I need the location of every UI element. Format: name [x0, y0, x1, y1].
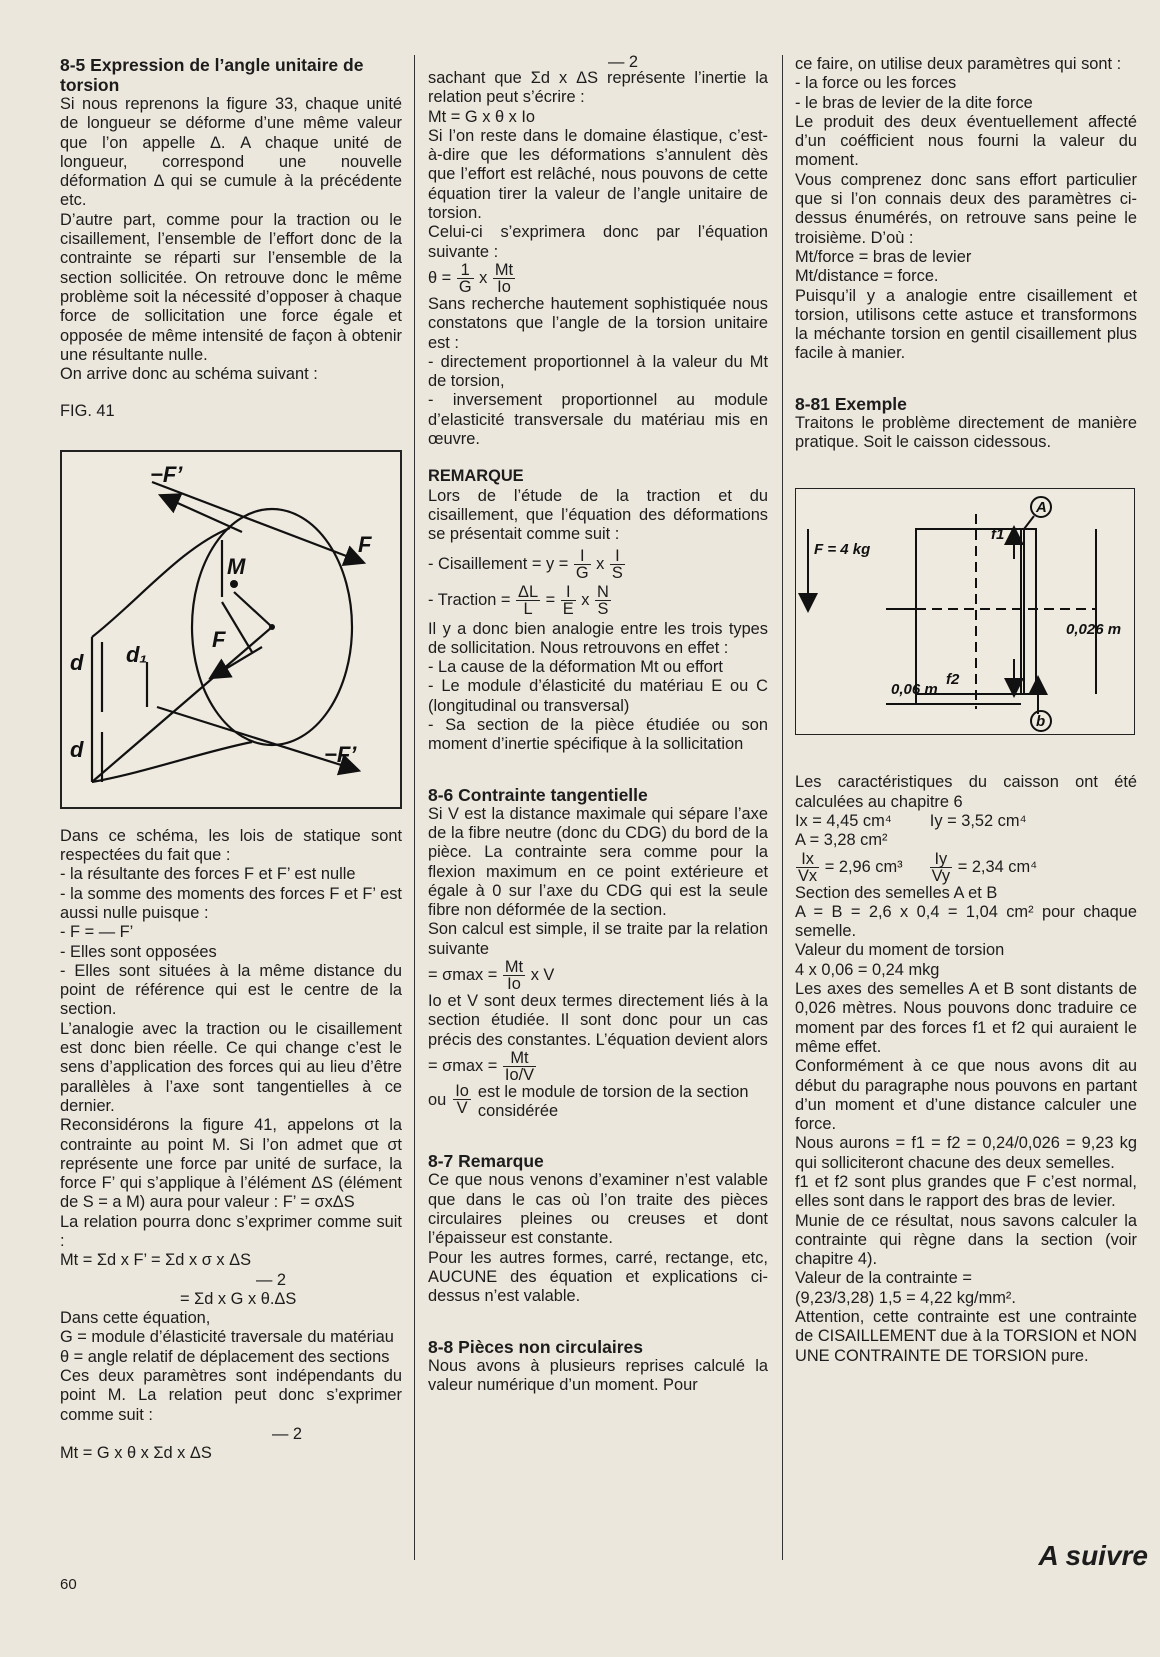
- paragraph: Section des semelles A et B: [795, 883, 998, 902]
- force-label: F = 4 kg: [814, 541, 871, 559]
- column-2: [428, 55, 768, 1395]
- list-item: - la force ou les forces: [795, 74, 957, 93]
- point-b-label: b: [1036, 713, 1046, 731]
- figure-41: [60, 450, 402, 809]
- figure-label: FIG. 41: [60, 402, 115, 421]
- paragraph: D’autre part, comme pour la traction ou le cisaillement, l’ensemble de l’effort donc de la contrainte se réparti sur l’ensemble de la section sollicitée. On retrouve donc le même problème soit la nécessité d’opposer à chaque force de sollicitation une force égale et opposée de même intensité de façon à obtenir une résultante nulle.: [60, 210, 402, 364]
- paragraph: Si V est la distance maximale qui sépare l’axe de la fibre neutre (donc du CDG) du bord de la pièce. La contrainte sera comme pour la flexion maximum en ce point extérieure et égale à 0 sur l’axe du CDG qui est la seule fibre non déformée de la section.: [428, 804, 768, 920]
- paragraph: A = B = 2,6 x 0,4 = 1,04 cm² pour chaque semelle.: [795, 902, 1137, 941]
- section-heading-8-81: 8-81 Exemple: [795, 393, 907, 414]
- paragraph: Les caractéristiques du caisson ont été calculées au chapitre 6: [795, 773, 1137, 811]
- point-a-label: A: [1036, 499, 1047, 517]
- list-item: - le bras de levier de la dite force: [795, 93, 1033, 112]
- paragraph: Pour les autres formes, carré, rectange, etc, AUCUNE des équation et explications ci-dessus n’est valable.: [428, 1248, 768, 1306]
- torsion-cylinder-diagram: [62, 452, 400, 807]
- list-item: - La cause de la déformation Mt ou effort: [428, 658, 723, 677]
- page-number: 60: [60, 1576, 77, 1593]
- paragraph: Si l’on reste dans le domaine élastique, c’est-à-dire que les déformations s’annulent dès que l’effort est relâché, nous pouvons de cette équation tirer la valeur de l’angle unitaire de torsion.: [428, 126, 768, 223]
- paragraph: Si nous reprenons la figure 33, chaque unité de longueur se déforme d’une même valeur que l’on appelle Δ. A chaque unité de longueur, correspond une nouvelle déformation Δ qui se cumule à la précédente etc.: [60, 95, 402, 210]
- paragraph: Traitons le problème directement de manière pratique. Soit le caisson cidessous.: [795, 413, 1137, 452]
- torsion-modulus-note: ou $\frac{Io}{V}$ est le module de torsion de la section considérée: [428, 1081, 749, 1121]
- paragraph: On arrive donc au schéma suivant :: [60, 365, 318, 384]
- remark-title: REMARQUE: [428, 467, 524, 486]
- paragraph: Dans ce schéma, les lois de statique sont respectées du fait que :: [60, 826, 402, 865]
- paragraph: Les axes des semelles A et B sont distants de 0,026 mètres. Nous pouvons donc traduire ce moment par des forces f1 et f2 qui auraient le même effet.: [795, 980, 1137, 1056]
- label-d-top: d: [70, 649, 84, 675]
- height-label: 0,026 m: [1066, 621, 1122, 639]
- column-rule-1: [414, 55, 415, 1560]
- section-modulus-row: $\frac{Ix}{Vx}$ = 2,96 cm³ $\frac{Iy}{Vy}$ = 2,34 cm⁴: [798, 849, 1038, 885]
- f2-label: f2: [946, 671, 960, 689]
- section-heading-8-5: 8-5 Expression de l’angle unitaire de torsion: [60, 55, 364, 95]
- label-d-bottom: d: [70, 736, 84, 762]
- equation-theta: θ = $\frac{1}{G}$ x $\frac{Mt}{Io}$: [428, 260, 514, 296]
- equation-sigma-max-2: = σmax = $\frac{Mt}{Io/V}$: [428, 1048, 535, 1084]
- paragraph: Il y a donc bien analogie entre les trois types de sollicitation. Nous retrouvons en effet :: [428, 619, 768, 657]
- paragraph: Sans recherche hautement sophistiquée nous constatons que l’angle de la torsion unitaire est :: [428, 294, 768, 352]
- label-d1: d₁: [126, 641, 148, 667]
- equation-superscript: — 2: [607, 53, 639, 71]
- list-item: - inversement proportionnel au module d’elasticité transversale du matériau mis en œuvre.: [428, 391, 768, 449]
- section-heading-8-6: 8-6 Contrainte tangentielle: [428, 784, 648, 805]
- f1-label: f1: [991, 526, 1005, 544]
- paragraph: (9,23/3,28) 1,5 = 4,22 kg/mm².: [795, 1288, 1016, 1307]
- list-item: - Elles sont situées à la même distance du point de référence qui est le centre de la section.: [60, 961, 402, 1019]
- paragraph: Conformément à ce que nous avons dit au début du paragraphe nous pouvons en partant d’un moment et d’une distance calculer une force.: [795, 1057, 1137, 1134]
- list-item: - F = — F’: [60, 923, 134, 942]
- column-rule-2: [782, 55, 783, 1560]
- list-item: - Le module d’élasticité du matériau E ou C (longitudinal ou transversal): [428, 677, 768, 715]
- list-item: - Sa section de la pièce étudiée ou son moment d’inertie spécifique à la sollicitation: [428, 716, 768, 754]
- equation-superscript: — 2: [255, 1270, 287, 1289]
- paragraph: Puisqu’il y a analogie entre cisaillement et torsion, utilisons cette astuce et transformons la méchante torsion en gentil cisaillement plus facile à manier.: [795, 286, 1137, 363]
- equation: Mt = Σd x F’ = Σd x σ x ΔS: [60, 1251, 252, 1270]
- label-minus-f-top: −F’: [150, 461, 183, 487]
- equation: = Σd x G x θ.ΔS: [180, 1289, 297, 1308]
- label-m: M: [227, 553, 246, 579]
- column-3: [795, 55, 1137, 1366]
- width-label: 0,06 m: [891, 681, 938, 699]
- list-item: - directement proportionnel à la valeur du Mt de torsion,: [428, 352, 768, 391]
- paragraph: Vous comprenez donc sans effort particulier que si l’on connais deux des paramètres ci-dessus énumérés, on retrouve sans peine le troisième. D’où :: [795, 170, 1137, 247]
- paragraph: Reconsidérons la figure 41, appelons σt la contrainte au point M. Si l’on admet que σt représente une force par unité de surface, la force F’ qui s’applique à l’élément ΔS (élément de S = a M) aura pour valeur : F’ = σxΔS: [60, 1116, 402, 1212]
- paragraph: Nous aurons = f1 = f2 = 0,24/0,026 = 9,23 kg qui solliciteront chacune des deux semelles.: [795, 1134, 1137, 1172]
- list-item: - la somme des moments des forces F et F’ est aussi nulle puisque :: [60, 884, 402, 922]
- caisson-diagram: [796, 489, 1134, 734]
- paragraph: Dans cette équation,: [60, 1309, 211, 1328]
- continued-label: A suivre: [1038, 1540, 1148, 1571]
- caisson-figure: [795, 488, 1135, 735]
- paragraph: Lors de l’étude de la traction et du cisaillement, que l’équation des déformations se présentait comme suit :: [428, 486, 768, 544]
- paragraph: Mt/force = bras de levier: [795, 247, 972, 266]
- paragraph: Le produit des deux éventuellement affecté d’un coéfficient nous fourni la valeur du moment.: [795, 112, 1137, 170]
- list-item: - Elles sont opposées: [60, 942, 217, 961]
- equation-shear: - Cisaillement = y = $\frac{I}{G}$ x $\frac{I}{S}$: [428, 546, 623, 582]
- paragraph: Mt/distance = force.: [795, 267, 939, 286]
- list-item: - la résultante des forces F et F’ est nulle: [60, 865, 356, 884]
- paragraph: ce faire, on utilise deux paramètres qui sont :: [795, 55, 1122, 73]
- paragraph: 4 x 0,06 = 0,24 mkg: [795, 960, 940, 979]
- paragraph: Ces deux paramètres sont indépendants du point M. La relation peut donc s’exprimer comme suit :: [60, 1367, 402, 1424]
- section-heading-8-8: 8-8 Pièces non circulaires: [428, 1336, 643, 1357]
- label-f-mid: F: [212, 626, 226, 652]
- paragraph: Attention, cette contrainte est une contrainte de CISAILLEMENT due à la TORSION et NON UNE CONTRAINTE DE TORSION pure.: [795, 1308, 1137, 1365]
- paragraph: Io et V sont deux termes directement liés à la section étudiée. Il sont donc pour un cas précis des constantes. L’équation devient alors: [428, 991, 768, 1049]
- paragraph: Valeur de la contrainte =: [795, 1269, 972, 1288]
- paragraph: Valeur du moment de torsion: [795, 941, 1005, 960]
- equation-sigma-max: = σmax = $\frac{Mt}{Io}$ x V: [428, 957, 555, 993]
- label-minus-f-bottom: −F’: [324, 741, 357, 767]
- label-f-right: F: [358, 531, 372, 557]
- paragraph: θ = angle relatif de déplacement des sections: [60, 1347, 390, 1366]
- paragraph: Son calcul est simple, il se traite par la relation suivante: [428, 920, 768, 958]
- paragraph: L’analogie avec la traction ou le cisaillement est donc bien réelle. Ce qui change c’est le sens d’application des forces qui au lieu d’être parallèles à l’axe sont tangentielles à ce dernier.: [60, 1019, 402, 1115]
- equation-traction: - Traction = $\frac{\Delta L}{L}$ = $\frac{I}{E}$ x $\frac{N}{S}$: [428, 582, 609, 618]
- paragraph: sachant que Σd x ΔS représente l’inertie la relation peut s’écrire :: [428, 69, 768, 107]
- inertia-row: Ix = 4,45 cm⁴ Iy = 3,52 cm⁴: [795, 811, 1027, 830]
- paragraph: Ce que nous venons d’examiner n’est valable que dans le cas où l’on traite des pièces circulaires pleines ou creuses et dont l’épaisseur est constante.: [428, 1171, 768, 1248]
- equation: Mt = G x θ x Io: [428, 107, 536, 126]
- equation: Mt = G x θ x Σd x ΔS: [60, 1444, 212, 1463]
- paragraph: La relation pourra donc s’exprimer comme suit :: [60, 1212, 402, 1250]
- section-heading-8-7: 8-7 Remarque: [428, 1151, 544, 1172]
- paragraph: G = module d’élasticité traversale du matériau: [60, 1328, 394, 1347]
- column-1: [60, 55, 402, 1464]
- paragraph: f1 et f2 sont plus grandes que F c’est normal, elles sont dans le rapport des bras de levier.: [795, 1172, 1137, 1211]
- paragraph: Munie de ce résultat, nous savons calculer la contrainte qui règne dans la section (voir chapitre 4).: [795, 1211, 1137, 1269]
- area-value: A = 3,28 cm²: [795, 831, 888, 850]
- equation-superscript: — 2: [271, 1424, 302, 1443]
- paragraph: Nous avons à plusieurs reprises calculé la valeur numérique d’un moment. Pour: [428, 1356, 768, 1394]
- paragraph: Celui-ci s’exprimera donc par l’équation suivante :: [428, 223, 768, 261]
